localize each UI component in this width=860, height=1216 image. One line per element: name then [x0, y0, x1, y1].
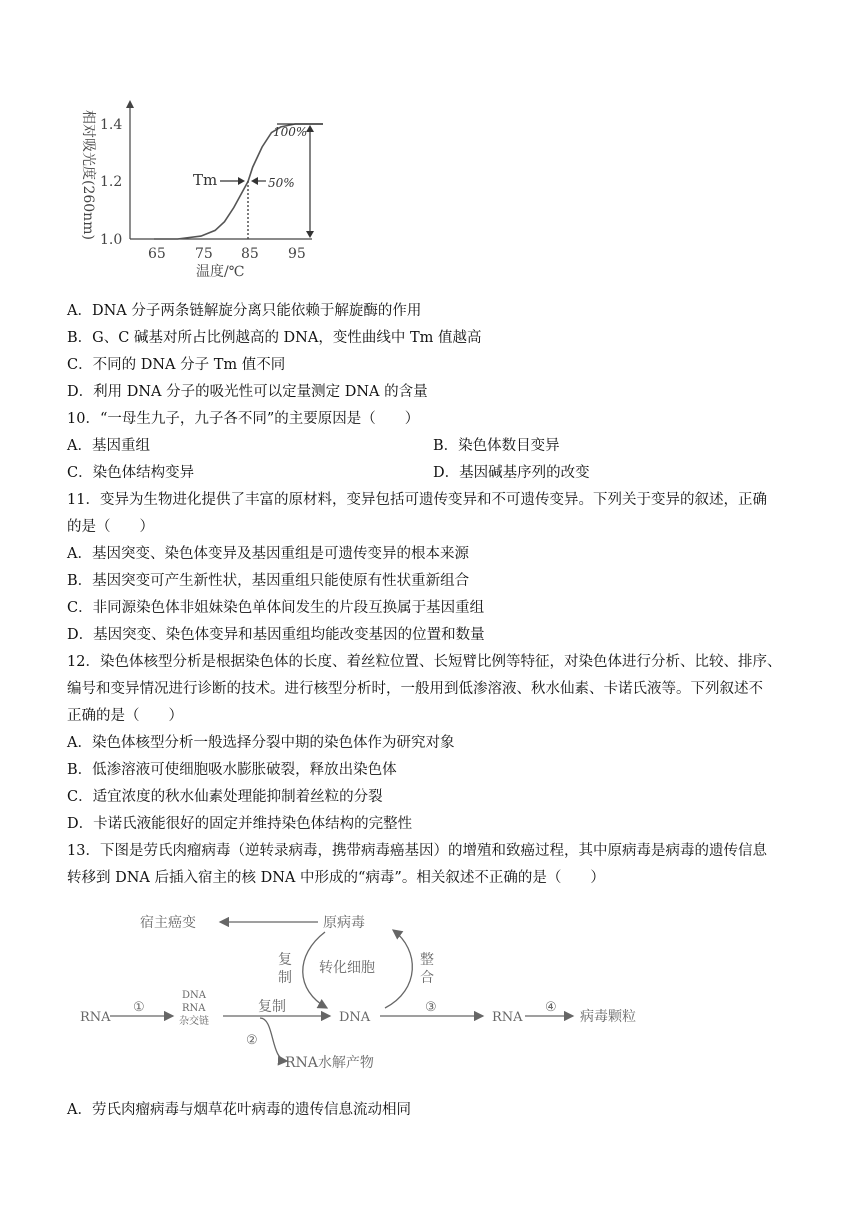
x-tick-95: 95 — [288, 246, 306, 262]
rna-hydrolysis-label: RNA水解产物 — [285, 1055, 374, 1071]
y-tick-1.4: 1.4 — [100, 117, 123, 133]
q10-option-c: C．染色体结构变异 — [67, 465, 195, 481]
integrate-char-2: 合 — [420, 970, 434, 986]
q12-stem-line3: 正确的是（ ） — [67, 708, 183, 724]
tm-label: Tm — [193, 171, 218, 189]
q12-stem-line2: 编号和变异情况进行诊断的技术。进行核型分析时，一般用到低渗溶液、秋水仙素、卡诺氏液等。下列叙述不 — [67, 681, 763, 697]
q10-option-d: D．基因碱基序列的改变 — [433, 465, 590, 481]
x-tick-65: 65 — [148, 246, 166, 262]
q13-stem-line1: 13．下图是劳氏肉瘤病毒（逆转录病毒，携带病毒癌基因）的增殖和致癌过程，其中原病毒是病毒的遗传信息 — [67, 843, 767, 859]
x-axis-label: 温度/℃ — [196, 264, 245, 280]
q12-option-b: B．低渗溶液可使细胞吸水膨胀破裂，释放出染色体 — [67, 762, 397, 778]
dna-label: DNA — [339, 1010, 371, 1025]
q12-stem-line1: 12．染色体核型分析是根据染色体的长度、着丝粒位置、长短臂比例等特征，对染色体进行分析、比较、排序、 — [67, 654, 782, 670]
hybrid-dna-label: DNA — [182, 990, 206, 1001]
step-3-label: ③ — [425, 1000, 437, 1015]
q9-option-a: A．DNA 分子两条链解旋分离只能依赖于解旋酶的作用 — [67, 303, 422, 319]
virus-particle-label: 病毒颗粒 — [580, 1009, 636, 1025]
q11-stem-line2: 的是（ ） — [67, 519, 154, 535]
pct-50-label: 50% — [268, 176, 295, 190]
q11-stem-line1: 11．变异为生物进化提供了丰富的原材料，变异包括可遗传变异和不可遗传变异。下列关于变异的叙述，正确 — [67, 492, 767, 508]
rna-mid-label: RNA — [492, 1010, 523, 1025]
tm-arrow-icon — [238, 177, 245, 185]
q9-option-b: B．G、C 碱基对所占比例越高的 DNA，变性曲线中 Tm 值越高 — [67, 330, 482, 346]
step-2-label: ② — [246, 1033, 258, 1048]
replicate-char-1: 复 — [278, 952, 292, 968]
dna-melting-curve-chart — [70, 98, 340, 283]
provirus-label: 原病毒 — [323, 915, 365, 931]
hybrid-chain-label: 杂交链 — [179, 1016, 209, 1027]
integration-arc — [385, 930, 412, 1008]
pct-100-label: 100% — [273, 125, 308, 139]
replicate-label: 复制 — [258, 999, 286, 1015]
q9-option-c: C．不同的 DNA 分子 Tm 值不同 — [67, 357, 286, 373]
y-tick-1.2: 1.2 — [100, 174, 123, 190]
q12-option-d: D．卡诺氏液能很好的固定并维持染色体结构的完整性 — [67, 816, 413, 832]
q11-option-b: B．基因突变可产生新性状，基因重组只能使原有性状重新组合 — [67, 573, 470, 589]
q11-option-c: C．非同源染色体非姐妹染色单体间发生的片段互换属于基因重组 — [67, 600, 485, 616]
hybrid-rna-label: RNA — [182, 1003, 206, 1014]
q10-stem: 10．“一母生九子，九子各不同”的主要原因是（ ） — [67, 411, 420, 427]
q13-option-a: A．劳氏肉瘤病毒与烟草花叶病毒的遗传信息流动相同 — [67, 1102, 411, 1118]
y-tick-1.0: 1.0 — [100, 232, 123, 248]
q11-option-a: A．基因突变、染色体变异及基因重组是可遗传变异的根本来源 — [67, 546, 469, 562]
q9-option-d: D．利用 DNA 分子的吸光性可以定量测定 DNA 的含量 — [67, 384, 428, 400]
q10-option-a: A．基因重组 — [67, 438, 150, 454]
step-1-label: ① — [133, 1000, 145, 1015]
q10-option-b: B．染色体数目变异 — [433, 438, 560, 454]
q13-stem-line2: 转移到 DNA 后插入宿主的核 DNA 中形成的“病毒”。相关叙述不正确的是（ ） — [67, 870, 605, 886]
q11-option-d: D．基因突变、染色体变异和基因重组均能改变基因的位置和数量 — [67, 627, 485, 643]
y-axis-label: 相对吸光度(260nm) — [80, 110, 96, 240]
x-tick-85: 85 — [241, 246, 259, 262]
rna-start-label: RNA — [80, 1010, 111, 1025]
step-2-arrow — [260, 1018, 287, 1061]
q12-option-a: A．染色体核型分析一般选择分裂中期的染色体作为研究对象 — [67, 735, 455, 751]
virus-cycle-diagram — [75, 900, 695, 1075]
replicate-char-2: 制 — [278, 970, 292, 986]
integrate-char-1: 整 — [420, 952, 434, 968]
transform-cell-label: 转化细胞 — [319, 960, 375, 976]
host-cancer-label: 宿主癌变 — [140, 915, 196, 931]
q12-option-c: C．适宜浓度的秋水仙素处理能抑制着丝粒的分裂 — [67, 789, 383, 805]
step-4-label: ④ — [545, 1000, 557, 1015]
x-tick-75: 75 — [195, 246, 213, 262]
